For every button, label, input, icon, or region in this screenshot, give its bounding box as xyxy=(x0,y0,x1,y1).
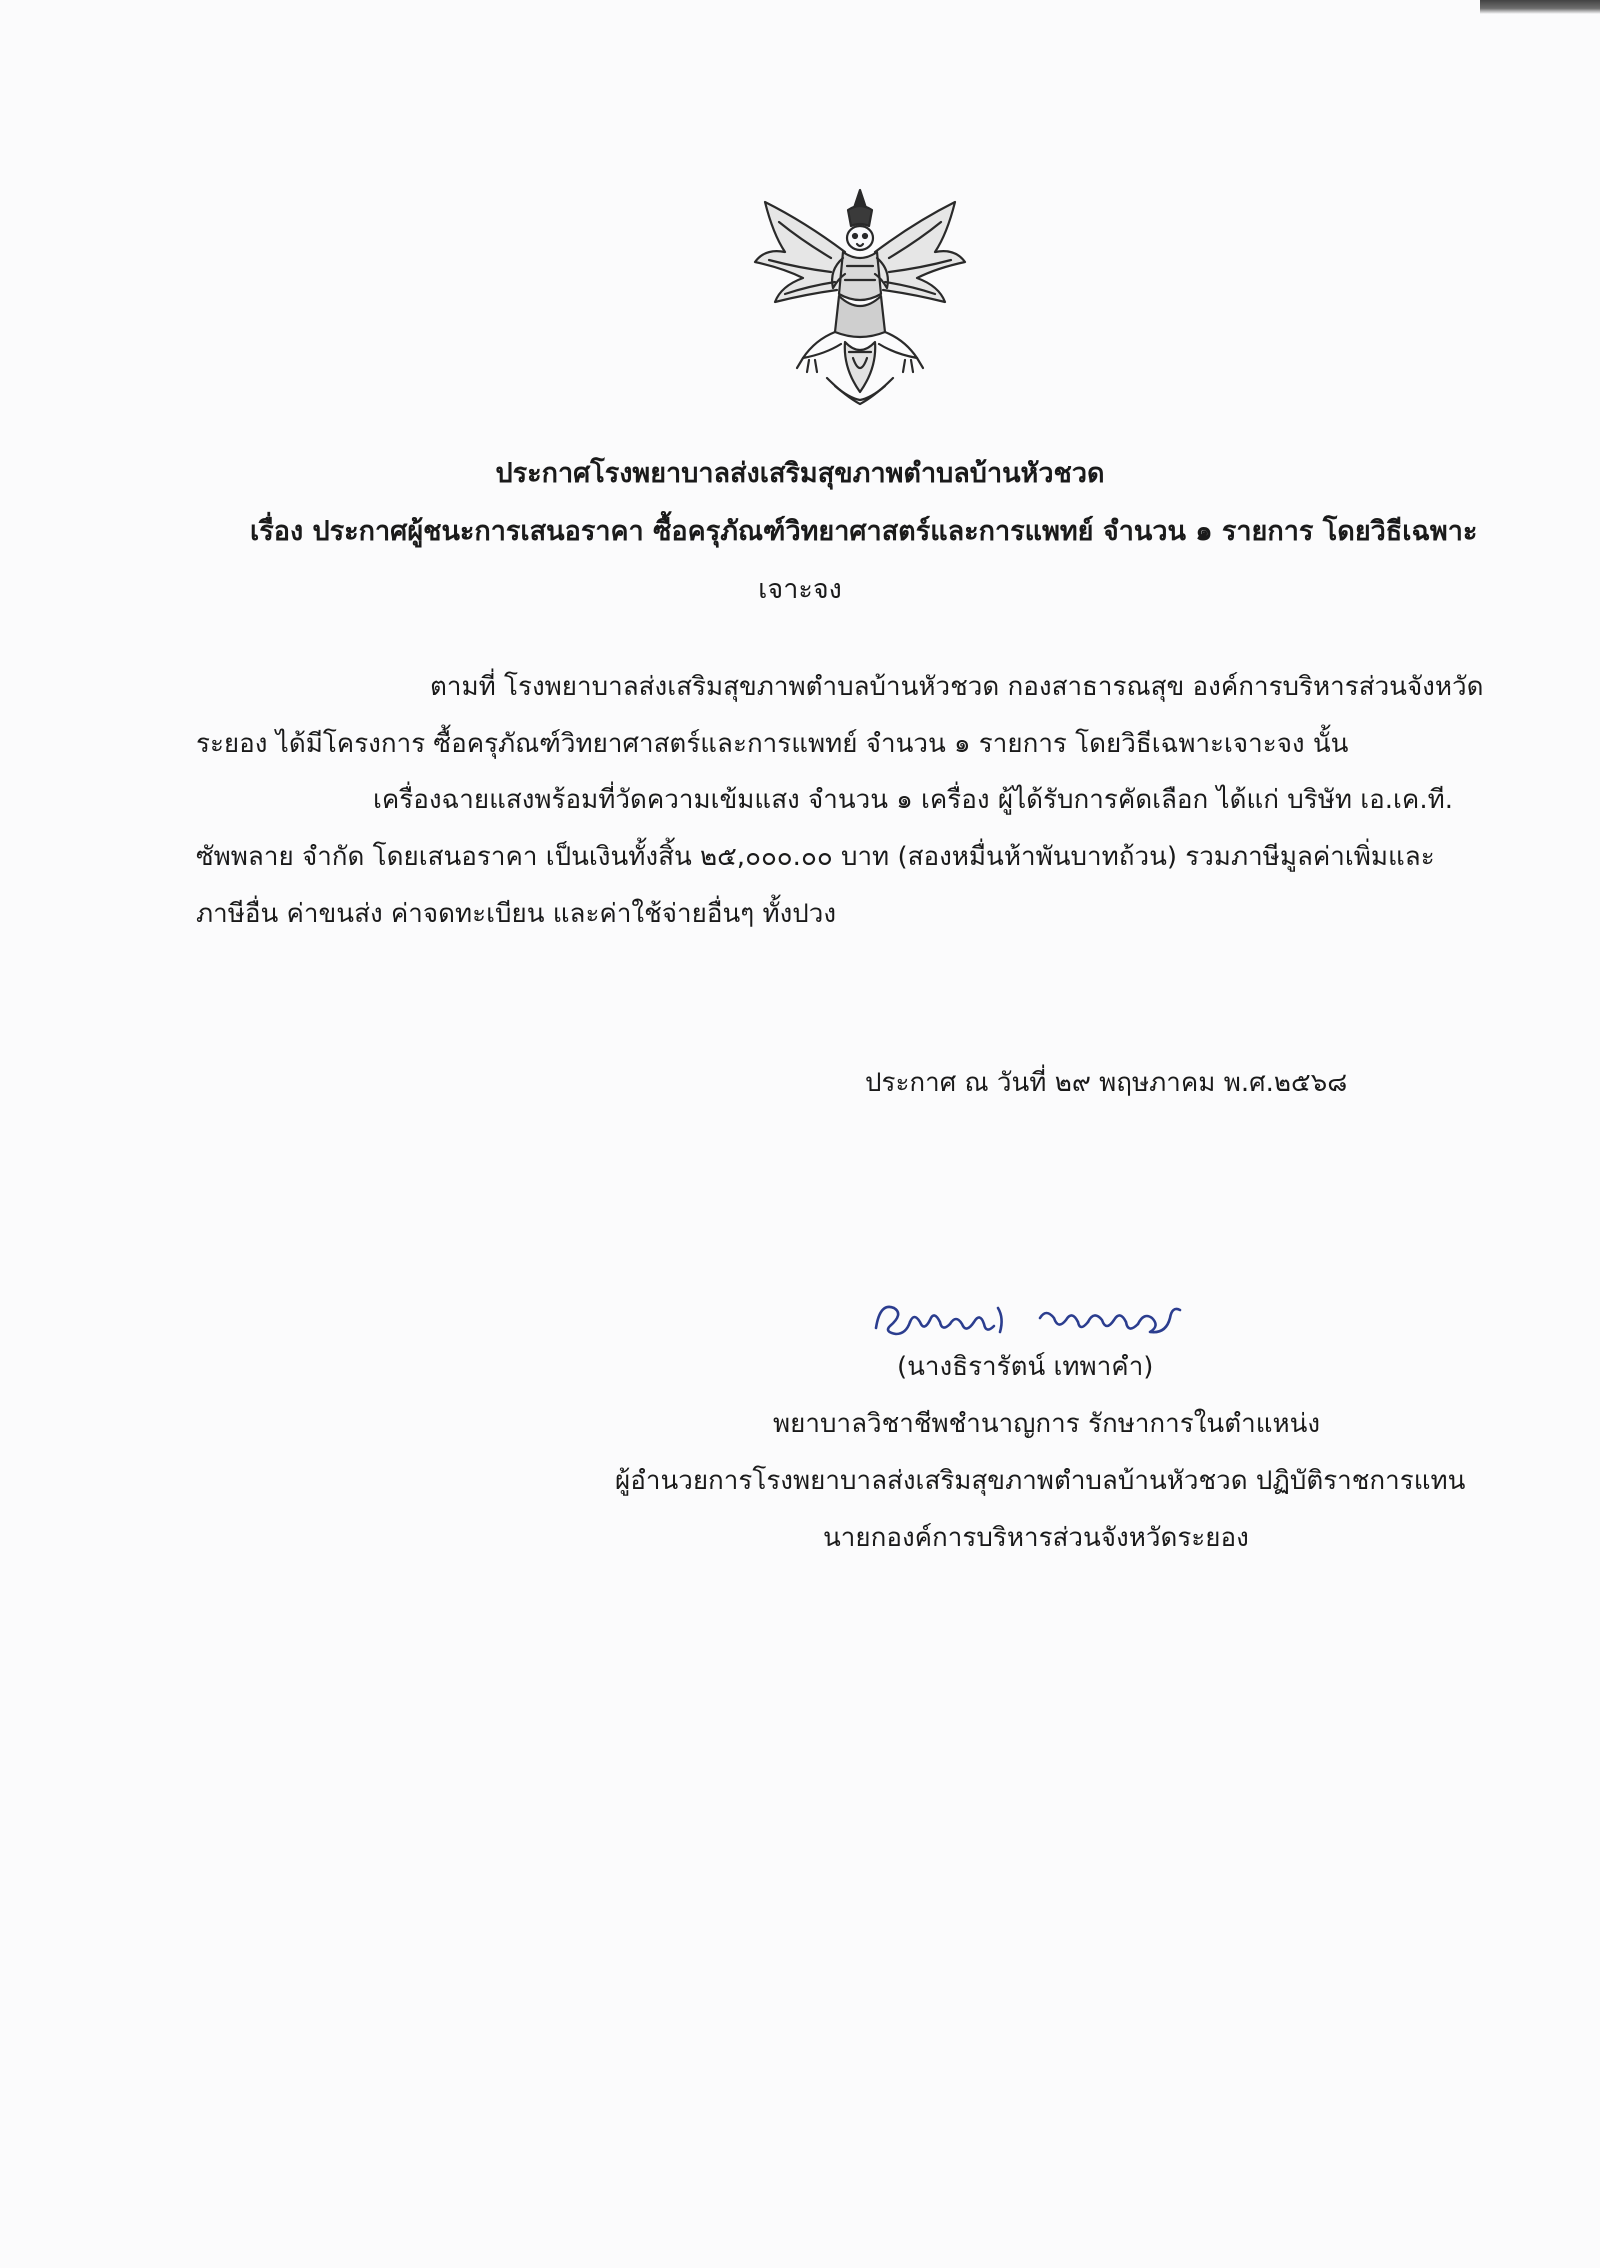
signatory-position-2: ผู้อำนวยการโรงพยาบาลส่งเสริมสุขภาพตำบลบ้านหัวชวด ปฏิบัติราชการแทน xyxy=(615,1466,1466,1496)
body-paragraph-1-line-2: ระยอง ได้มีโครงการ ซื้อครุภัณฑ์วิทยาศาสตร์และการแพทย์ จำนวน ๑ รายการ โดยวิธีเฉพาะเจาะจง นั้น xyxy=(196,729,1349,759)
signatory-name: (นางธิรารัตน์ เทพาคำ) xyxy=(897,1352,1154,1382)
signatory-position-1: พยาบาลวิชาชีพชำนาญการ รักษาการในตำแหน่ง xyxy=(773,1409,1321,1439)
body-paragraph-2-line-1: เครื่องฉายแสงพร้อมที่วัดความเข้มแสง จำนวน ๑ เครื่อง ผู้ได้รับการคัดเลือก ได้แก่ บริษัท เอ.เค.ที. xyxy=(373,785,1453,815)
announcement-subject-cont: เจาะจง xyxy=(758,574,842,605)
scan-edge-mark xyxy=(1480,0,1600,14)
body-paragraph-2-line-3: ภาษีอื่น ค่าขนส่ง ค่าจดทะเบียน และค่าใช้จ่ายอื่นๆ ทั้งปวง xyxy=(196,899,837,929)
garuda-emblem-icon xyxy=(745,182,975,412)
body-paragraph-2-line-2: ซัพพลาย จำกัด โดยเสนอราคา เป็นเงินทั้งสิ้น ๒๕,๐๐๐.๐๐ บาท (สองหมื่นห้าพันบาทถ้วน) รวมภาษีมูลค่าเพิ่มและ xyxy=(196,842,1435,872)
announcement-date: ประกาศ ณ วันที่ ๒๙ พฤษภาคม พ.ศ.๒๕๖๘ xyxy=(865,1068,1348,1098)
signatory-position-3: นายกองค์การบริหารส่วนจังหวัดระยอง xyxy=(823,1523,1249,1553)
announcement-subject: เรื่อง ประกาศผู้ชนะการเสนอราคา ซื้อครุภัณฑ์วิทยาศาสตร์และการแพทย์ จำนวน ๑ รายการ โดยวิธีเฉพาะ xyxy=(250,516,1478,547)
body-paragraph-1-line-1: ตามที่ โรงพยาบาลส่งเสริมสุขภาพตำบลบ้านหัวชวด กองสาธารณสุข องค์การบริหารส่วนจังหวัด xyxy=(430,672,1484,702)
announcement-title: ประกาศโรงพยาบาลส่งเสริมสุขภาพตำบลบ้านหัวชวด xyxy=(495,458,1105,489)
